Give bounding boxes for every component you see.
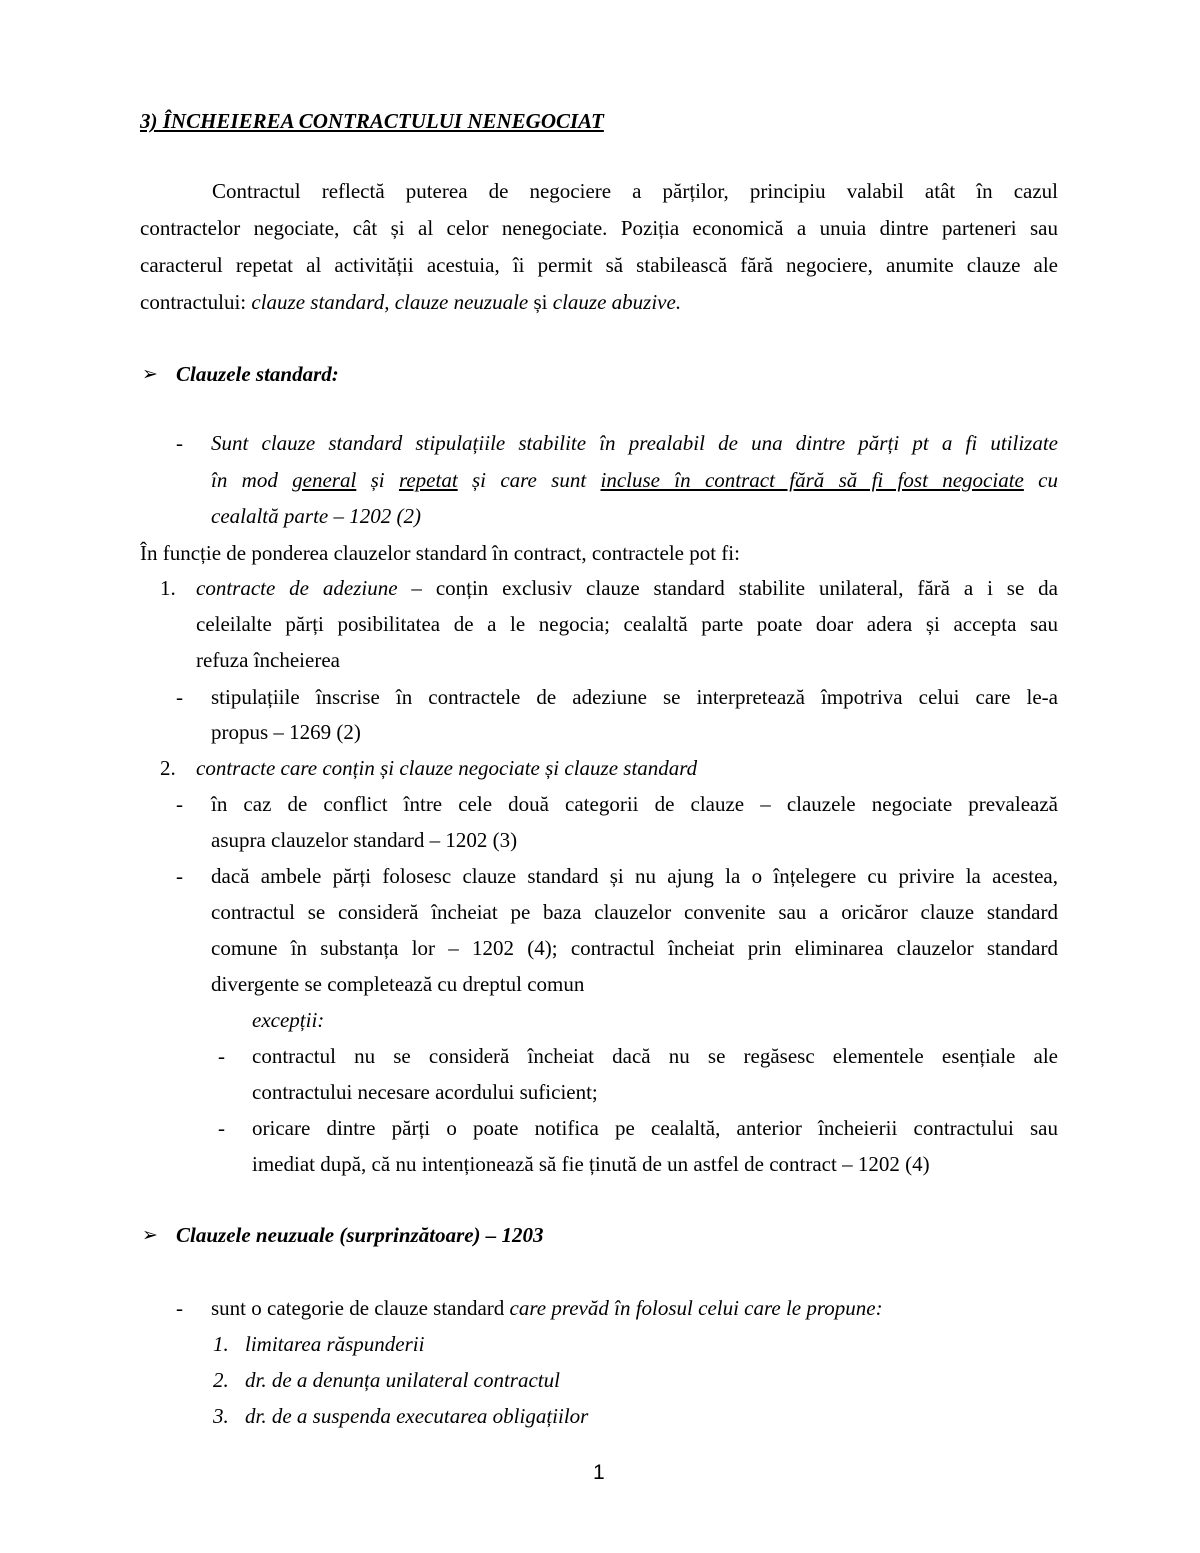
item2-sub2-line-2: contractul se consideră încheiat pe baza clauzelor convenite sau a oricăror clauze standard [211,900,1058,924]
list-number: 1. [213,1332,229,1356]
neuzuale-item-1: limitarea răspunderii [245,1332,425,1356]
definition-general: general [292,468,357,492]
item2-sub2-line-3: comune în substanța lor – 1202 (4); contractul încheiat prin eliminarea clauzelor standard [211,936,1058,960]
exception1-line-1: contractul nu se consideră încheiat dacă nu se regăsesc elementele esențiale ale [252,1044,1058,1068]
item2-sub2-line-4: divergente se completează cu dreptul comun [211,972,585,996]
item1-term: contracte de adeziune [196,576,398,600]
dash-bullet: - [176,685,183,709]
intro-term-standard: clauze standard, clauze neuzuale [251,290,529,314]
dash-bullet: - [176,864,183,888]
item1-line-1 [196,575,1058,601]
page-number: 1 [593,1461,605,1484]
definition-text: și care sunt [457,468,601,492]
definition-repetat: repetat [398,468,458,492]
intro-text: contractului: [140,290,252,314]
exceptions-label: excepții: [252,1008,325,1032]
definition-line-3: cealaltă parte – 1202 (2) [211,504,421,528]
item1-line-2: celeilalte părți posibilitatea de a le negocia; cealaltă parte poate doar adera și accepta sau [196,612,1058,636]
dash-bullet: - [218,1116,225,1140]
definition-text: în mod [211,468,293,492]
definition-text: cu [1023,468,1058,492]
function-intro: În funcție de ponderea clauzelor standard în contract, contractele pot fi: [140,541,740,565]
exception1-line-2: contractului necesare acordului suficient; [252,1080,598,1104]
section-title-standard: Clauzele standard: [176,362,339,386]
exception2-line-1: oricare dintre părți o poate notifica pe cealaltă, anterior încheierii contractului sau [252,1116,1058,1140]
neuzuale-text: sunt o categorie de clauze standard [211,1296,510,1320]
list-number: 2. [213,1368,229,1392]
dash-bullet: - [176,792,183,816]
intro-line-1: Contractul reflectă puterea de negociere a părților, principiu valabil atât în cazul [212,179,1058,203]
item2-sub1-line-1: în caz de conflict între cele două categorii de clauze – clauzele negociate prevalează [211,792,1058,816]
intro-conj: și [528,290,553,314]
item2-sub2-line-1: dacă ambele părți folosesc clauze standard și nu ajung la o înțelegere cu privire la acestea, [211,864,1058,888]
list-number: 1. [160,576,176,600]
intro-line-3: caracterul repetat al activității acestuia, îi permit să stabilească fără negociere, anumite clauze ale [140,253,1058,277]
item1-sub-line-1: stipulațiile înscrise în contractele de adeziune se interpretează împotriva celui care le-a [211,685,1058,709]
list-number: 3. [213,1404,229,1428]
neuzuale-item-3: dr. de a suspenda executarea obligațiilor [245,1404,589,1428]
arrow-bullet-icon: ➢ [142,1224,158,1246]
exception2-line-2: imediat după, că nu intenționează să fie ținută de un astfel de contract – 1202 (4) [252,1152,930,1176]
intro-line-2: contractelor negociate, cât și al celor nenegociate. Poziția economică a unuia dintre parteneri sau [140,216,1058,240]
item1-text: – conțin exclusiv clauze standard stabilite unilateral, fără a i se da [397,576,1058,600]
definition-incluse: incluse în contract fără să fi fost negociate [600,468,1024,492]
definition-line-1: Sunt clauze standard stipulațiile stabilite în prealabil de una dintre părți pt a fi utilizate [211,431,1058,455]
definition-line-2 [211,467,1058,493]
intro-line-4 [140,289,681,315]
arrow-bullet-icon: ➢ [142,363,158,385]
intro-term-abusive: clauze abuzive. [552,290,682,314]
item1-line-3: refuza încheierea [196,648,340,672]
list-number: 2. [160,756,176,780]
dash-bullet: - [176,1296,183,1320]
definition-text: și [356,468,399,492]
neuzuale-line-1 [211,1295,883,1321]
item2-sub1-line-2: asupra clauzelor standard – 1202 (3) [211,828,518,852]
item2-line-1: contracte care conțin și clauze negociate și clauze standard [196,756,698,780]
neuzuale-item-2: dr. de a denunța unilateral contractul [245,1368,560,1392]
document-heading: 3) ÎNCHEIEREA CONTRACTULUI NENEGOCIAT [140,109,604,133]
section-title-neuzuale: Clauzele neuzuale (surprinzătoare) – 1203 [176,1223,544,1247]
item1-sub-line-2: propus – 1269 (2) [211,720,361,744]
dash-bullet: - [218,1044,225,1068]
dash-bullet: - [176,431,183,455]
neuzuale-italic-text: care prevăd în folosul celui care le propune: [509,1296,883,1320]
